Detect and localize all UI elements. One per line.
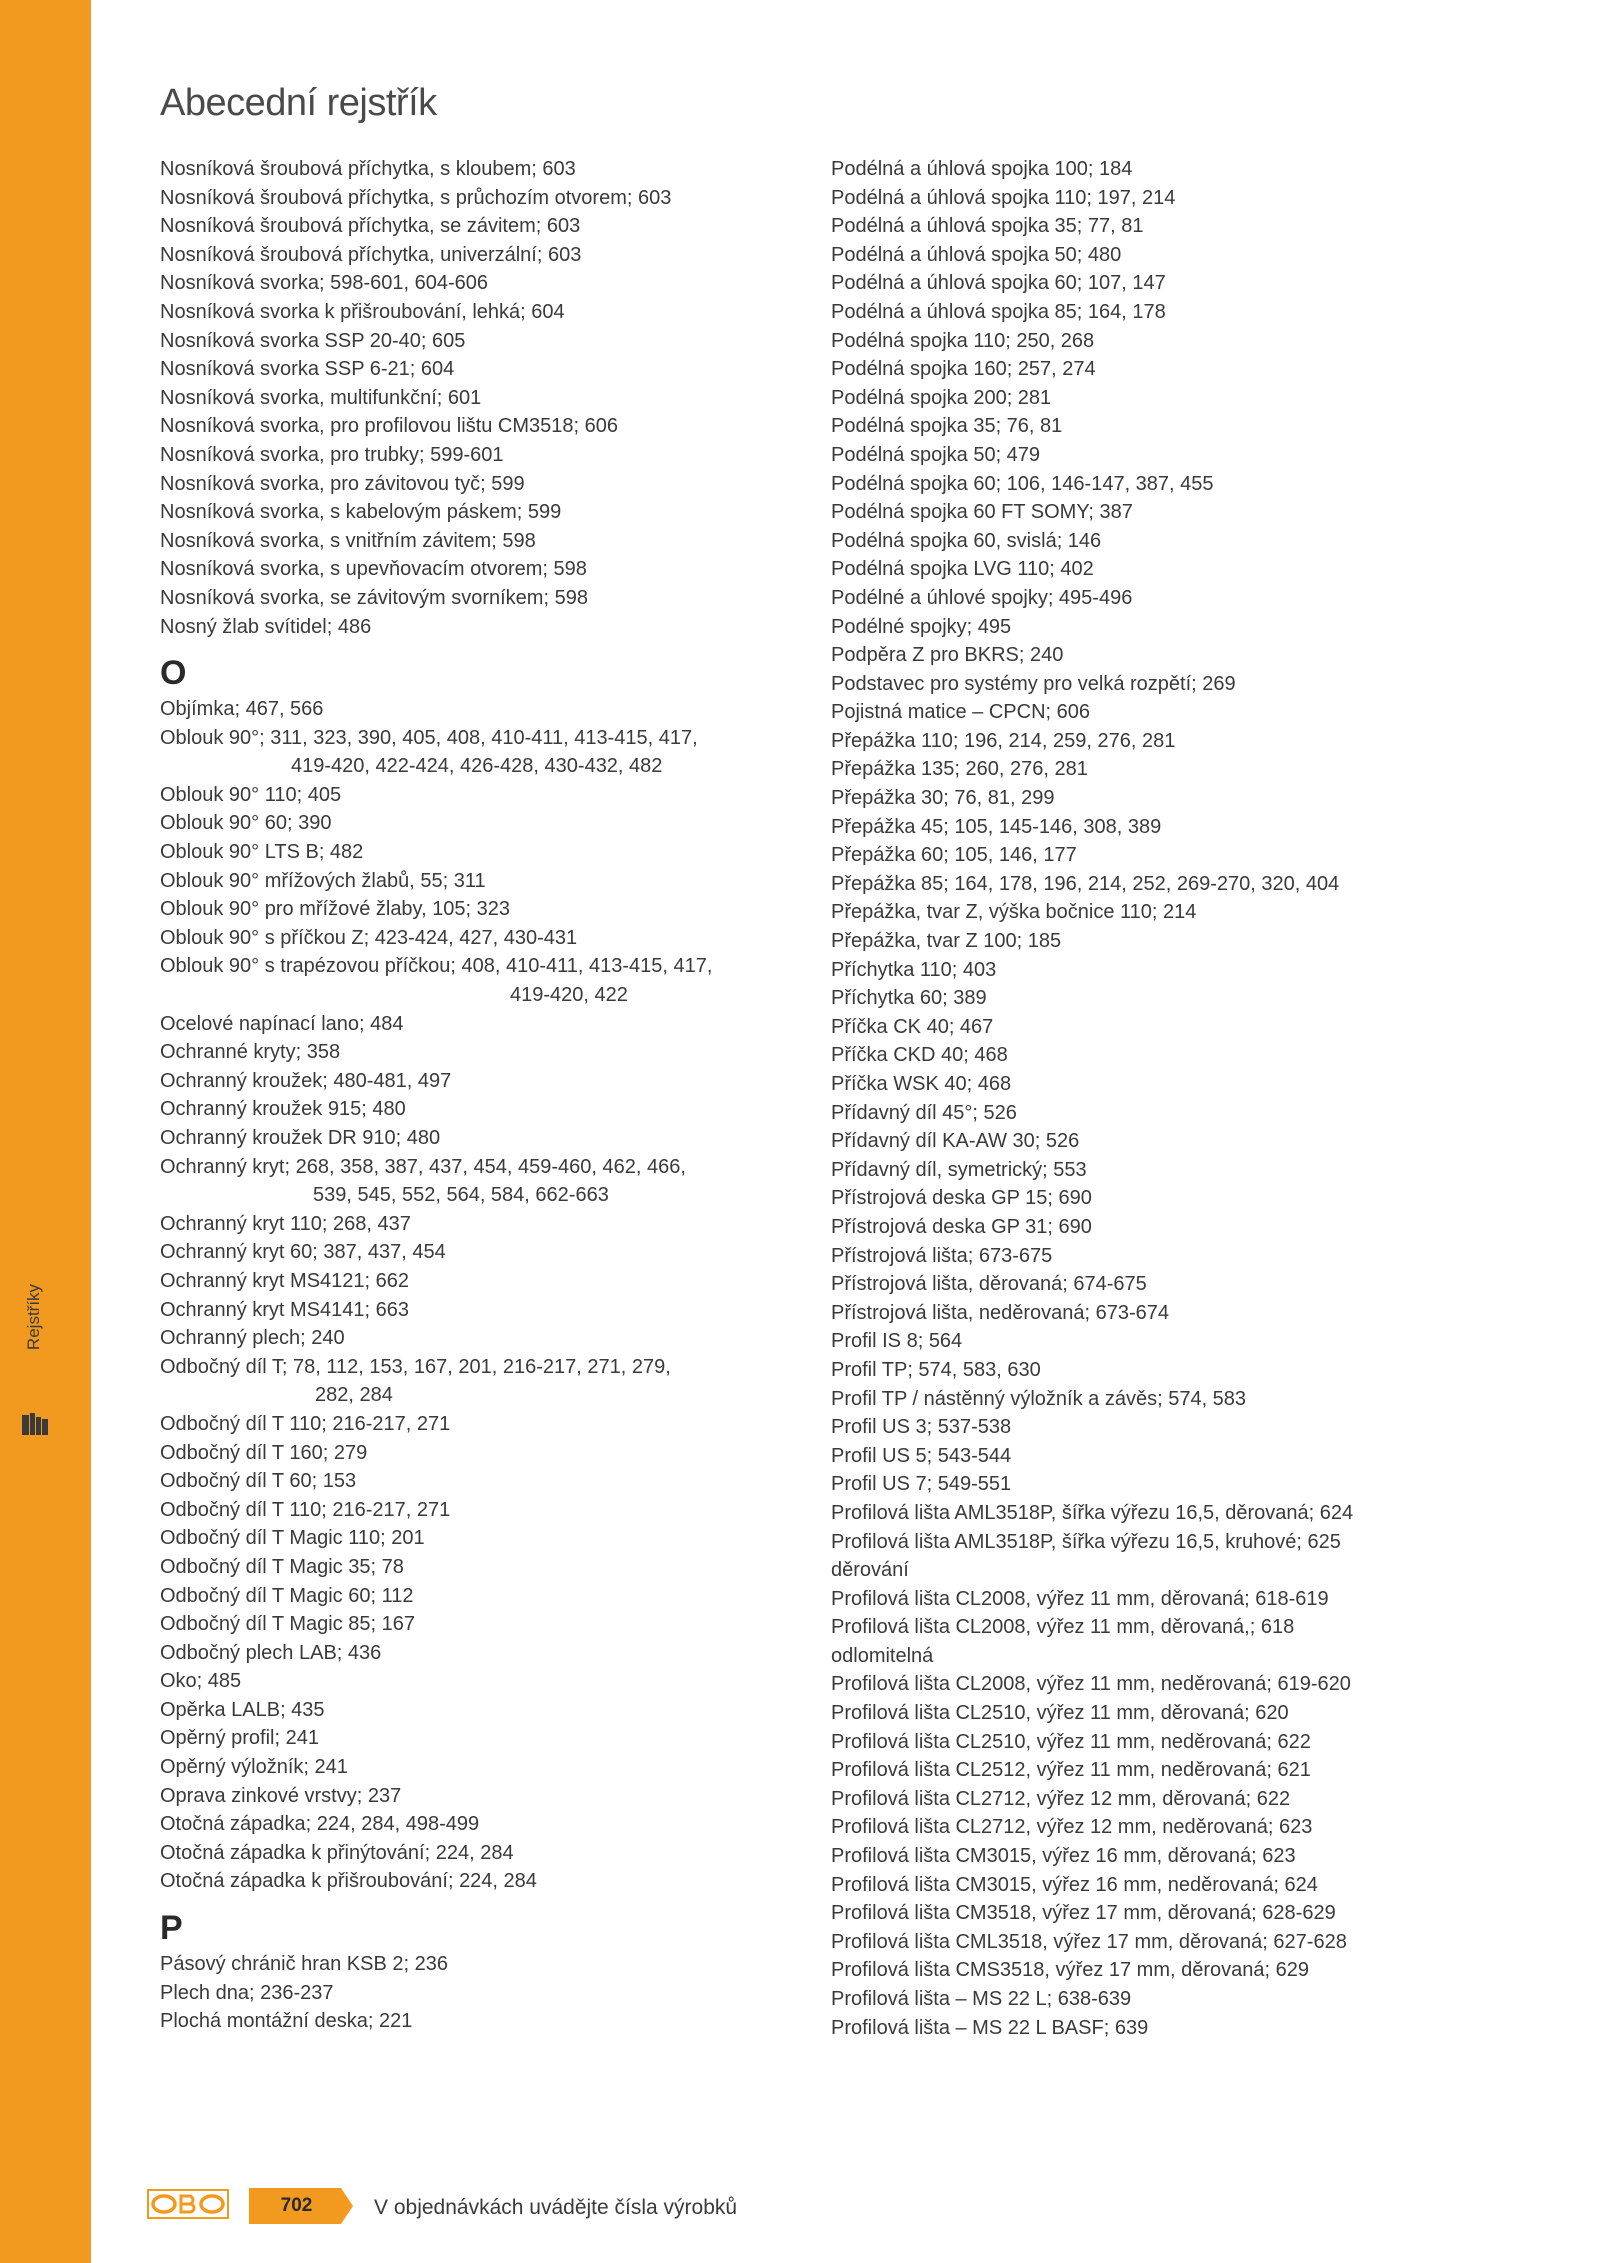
obo-logo xyxy=(147,2189,229,2219)
index-entry xyxy=(160,555,820,584)
index-entry-text: Odbočný díl T Magic 85; 167 xyxy=(160,1613,415,1636)
index-entry-text: Nosníková svorka k přišroubování, lehká; 604 xyxy=(160,300,565,323)
index-entry xyxy=(160,355,820,384)
index-entry xyxy=(831,1670,1491,1699)
letter-heading-o: O xyxy=(160,654,187,693)
index-entry-text: Oblouk 90° LTS B; 482 xyxy=(160,841,364,864)
index-entry xyxy=(160,1639,820,1668)
index-entry xyxy=(160,1267,820,1296)
index-entry xyxy=(160,470,820,499)
index-entry-text: Odbočný díl T 110; 216-217, 271 xyxy=(160,1412,451,1435)
index-entry xyxy=(831,641,1491,670)
index-group-o xyxy=(160,695,820,1896)
index-entry xyxy=(160,867,820,896)
index-entry-text: Objímka; 467, 566 xyxy=(160,698,324,721)
index-entry xyxy=(831,984,1491,1013)
index-entry-text: Odbočný plech LAB; 436 xyxy=(160,1641,382,1664)
index-entry-text: Přepážka 45; 105, 145-146, 308, 389 xyxy=(831,815,1162,838)
index-entry-text: Ochranný kroužek 915; 480 xyxy=(160,1098,406,1121)
index-entry-text: Nosníková šroubová příchytka, univerzální; 603 xyxy=(160,243,582,266)
index-entry xyxy=(831,1613,1491,1670)
index-entry xyxy=(160,1979,820,2008)
index-entry-text: Přepážka, tvar Z, výška bočnice 110; 214 xyxy=(831,901,1197,924)
index-entry xyxy=(831,1385,1491,1414)
index-entry xyxy=(831,1127,1491,1156)
index-entry-text: Odbočný díl T Magic 60; 112 xyxy=(160,1584,414,1607)
index-entry xyxy=(160,1296,820,1325)
index-entry-text: Ochranný kryt MS4141; 663 xyxy=(160,1298,410,1321)
index-entry xyxy=(831,1728,1491,1757)
index-entry xyxy=(831,1041,1491,1070)
index-entry xyxy=(160,441,820,470)
index-entry xyxy=(160,1153,820,1210)
index-entry-text: Profilová lišta CMS3518, výřez 17 mm, děrovaná; 629 xyxy=(831,1959,1309,1982)
index-entry xyxy=(831,1327,1491,1356)
index-entry xyxy=(831,1928,1491,1957)
footer-note: V objednávkách uvádějte čísla výrobků xyxy=(374,2196,738,2219)
index-entry-text: Přístrojová lišta; 673-675 xyxy=(831,1244,1053,1267)
index-entry xyxy=(160,809,820,838)
index-entry-text: Otočná západka; 224, 284, 498-499 xyxy=(160,1813,480,1836)
page-number: 702 xyxy=(280,2195,313,2216)
index-entry-text: Profil TP; 574, 583, 630 xyxy=(831,1358,1041,1381)
index-entry-text: Oblouk 90° 60; 390 xyxy=(160,812,332,835)
index-entry xyxy=(831,1699,1491,1728)
index-entry-text: Profilová lišta CL2008, výřez 11 mm, děrovaná; 618-619 xyxy=(831,1587,1329,1610)
index-entry-text: Podélná a úhlová spojka 50; 480 xyxy=(831,243,1122,266)
index-entry xyxy=(160,1524,820,1553)
index-entry-text: Odbočný díl T Magic 110; 201 xyxy=(160,1527,425,1550)
index-entry xyxy=(831,1985,1491,2014)
index-entry xyxy=(160,1810,820,1839)
index-entry xyxy=(831,584,1491,613)
page-title: Abecední rejstřík xyxy=(160,82,437,124)
index-entry-text: Podélná a úhlová spojka 85; 164, 178 xyxy=(831,300,1166,323)
index-group-p xyxy=(160,1950,820,2036)
index-entry xyxy=(160,1238,820,1267)
index-entry-continuation: odlomitelná xyxy=(831,1644,934,1667)
index-entry xyxy=(160,1010,820,1039)
index-entry-text: Profil US 3; 537-538 xyxy=(831,1416,1012,1439)
index-entry xyxy=(831,1956,1491,1985)
index-entry-text: Podélná spojka 110; 250, 268 xyxy=(831,329,1095,352)
index-entry xyxy=(160,838,820,867)
index-entry-text: Odbočný díl T 110; 216-217, 271 xyxy=(160,1498,451,1521)
index-entry-continuation: 419-420, 422 xyxy=(510,984,628,1007)
index-entry-text: Ochranný kroužek DR 910; 480 xyxy=(160,1127,441,1149)
index-entry-text: Opěrný výložník; 241 xyxy=(160,1756,348,1779)
index-entry-text: Nosníková svorka, s upevňovacím otvorem; 598 xyxy=(160,558,587,581)
index-entry-text: Podélná spojka 160; 257, 274 xyxy=(831,358,1096,381)
index-entry-text: Ochranný kryt; 268, 358, 387, 437, 454, 459-460, 462, 466, xyxy=(160,1155,686,1178)
index-column-right xyxy=(831,155,1491,2042)
index-group-p-continued xyxy=(831,155,1491,2042)
index-entry xyxy=(160,613,820,642)
section-side-label xyxy=(19,1282,49,1352)
index-entry-text: Oblouk 90° 110; 405 xyxy=(160,783,342,806)
index-entry-text: Podélná spojka LVG 110; 402 xyxy=(831,558,1094,581)
index-entry-text: Podélná spojka 35; 76, 81 xyxy=(831,415,1063,438)
index-entry xyxy=(160,1839,820,1868)
index-entry-text: Příčka CK 40; 467 xyxy=(831,1015,994,1038)
index-entry-text: Opěrka LALB; 435 xyxy=(160,1698,325,1721)
index-entry xyxy=(831,1842,1491,1871)
index-entry-text: Podélná spojka 60, svislá; 146 xyxy=(831,529,1102,552)
index-entry xyxy=(831,241,1491,270)
index-entry xyxy=(831,184,1491,213)
index-entry xyxy=(160,155,820,184)
index-entry-text: Přístrojová deska GP 15; 690 xyxy=(831,1187,1092,1210)
index-entry xyxy=(160,1324,820,1353)
index-entry-text: Ochranný kroužek; 480-481, 497 xyxy=(160,1069,452,1092)
index-entry-text: Nosníková svorka SSP 6-21; 604 xyxy=(160,358,455,381)
index-entry-text: Profilová lišta CM3518, výřez 17 mm, děrovaná; 628-629 xyxy=(831,1902,1336,1925)
index-entry xyxy=(160,584,820,613)
index-entry xyxy=(831,1813,1491,1842)
index-entry xyxy=(831,1871,1491,1900)
index-entry xyxy=(160,1582,820,1611)
index-entry-text: Příchytka 60; 389 xyxy=(831,987,987,1010)
index-entry xyxy=(160,241,820,270)
index-entry-text: Odbočný díl T 160; 279 xyxy=(160,1441,368,1464)
index-entry-text: Nosníková svorka, s kabelovým páskem; 599 xyxy=(160,501,562,524)
index-entry xyxy=(160,498,820,527)
index-entry-text: Oko; 485 xyxy=(160,1670,242,1693)
index-entry-text: Nosníková šroubová příchytka, se závitem; 603 xyxy=(160,215,581,238)
index-entry xyxy=(831,384,1491,413)
index-entry-text: Ochranný kryt 60; 387, 437, 454 xyxy=(160,1241,446,1264)
index-entry-text: Profilová lišta CL2510, výřez 11 mm, děrovaná; 620 xyxy=(831,1702,1289,1725)
index-entry xyxy=(160,527,820,556)
index-entry-text: Přepážka, tvar Z 100; 185 xyxy=(831,930,1062,953)
index-entry xyxy=(831,898,1491,927)
index-entry-text: Profilová lišta AML3518P, šířka výřezu 16,5, děrovaná; 624 xyxy=(831,1501,1354,1524)
index-entry-text: Podélná spojka 50; 479 xyxy=(831,443,1041,466)
index-entry-text: Otočná západka k přinýtování; 224, 284 xyxy=(160,1841,514,1864)
index-column-left xyxy=(160,155,820,2036)
index-entry xyxy=(160,1553,820,1582)
index-entry-text: Oblouk 90° s trapézovou příčkou; 408, 410-411, 413-415, 417, xyxy=(160,955,713,978)
index-entry-text: Ochranný plech; 240 xyxy=(160,1327,345,1350)
index-entry-text: Podélná spojka 200; 281 xyxy=(831,386,1052,409)
index-entry-text: Ochranné kryty; 358 xyxy=(160,1041,341,1064)
index-entry-text: Pojistná matice – CPCN; 606 xyxy=(831,701,1091,724)
index-entry-continuation: 419-420, 422-424, 426-428, 430-432, 482 xyxy=(291,755,663,778)
index-entry xyxy=(160,1724,820,1753)
index-entry xyxy=(160,1782,820,1811)
index-entry-text: Podélná a úhlová spojka 100; 184 xyxy=(831,158,1133,180)
index-entry-text: Přepážka 30; 76, 81, 299 xyxy=(831,787,1055,810)
index-entry-text: Oblouk 90°; 311, 323, 390, 405, 408, 410-411, 413-415, 417, xyxy=(160,726,698,749)
index-entry xyxy=(831,1213,1491,1242)
index-entry xyxy=(831,870,1491,899)
index-entry-text: Podélná spojka 60 FT SOMY; 387 xyxy=(831,501,1133,524)
index-entry-text: Profilová lišta CL2510, výřez 11 mm, neděrovaná; 622 xyxy=(831,1730,1311,1753)
index-entry-text: Podélné spojky; 495 xyxy=(831,615,1012,638)
index-entry xyxy=(831,956,1491,985)
index-entry-text: Profilová lišta CM3015, výřez 16 mm, neděrovaná; 624 xyxy=(831,1873,1318,1896)
index-entry xyxy=(160,1950,820,1979)
index-entry xyxy=(831,1470,1491,1499)
index-entry xyxy=(160,1095,820,1124)
index-entry xyxy=(831,470,1491,499)
index-entry xyxy=(831,670,1491,699)
index-entry-text: Profil US 7; 549-551 xyxy=(831,1473,1012,1496)
index-entry-text: Podélná a úhlová spojka 35; 77, 81 xyxy=(831,215,1144,238)
index-entry xyxy=(160,384,820,413)
index-entry-text: Nosníková svorka, pro trubky; 599-601 xyxy=(160,443,504,466)
index-entry-text: Profilová lišta CML3518, výřez 17 mm, děrovaná; 627-628 xyxy=(831,1930,1347,1953)
index-entry xyxy=(831,155,1491,184)
index-entry-text: Ochranný kryt 110; 268, 437 xyxy=(160,1212,411,1235)
index-entry-continuation: 282, 284 xyxy=(315,1384,393,1407)
index-entry xyxy=(831,412,1491,441)
index-entry-text: Oblouk 90° pro mřížové žlaby, 105; 323 xyxy=(160,898,511,921)
index-entry-text: Pásový chránič hran KSB 2; 236 xyxy=(160,1953,448,1976)
index-entry xyxy=(160,327,820,356)
index-entry xyxy=(831,298,1491,327)
index-entry xyxy=(160,412,820,441)
index-entry-text: Plochá montážní deska; 221 xyxy=(160,2010,413,2033)
index-entry-text: Podélná spojka 60; 106, 146-147, 387, 455 xyxy=(831,472,1214,495)
index-entry-text: Přídavný díl 45°; 526 xyxy=(831,1101,1017,1124)
index-entry xyxy=(831,1184,1491,1213)
index-entry xyxy=(160,1067,820,1096)
index-entry-text: Přepážka 110; 196, 214, 259, 276, 281 xyxy=(831,729,1176,752)
index-entry-text: Podélná a úhlová spojka 60; 107, 147 xyxy=(831,272,1166,295)
index-entry xyxy=(831,1899,1491,1928)
index-entry-continuation: děrování xyxy=(831,1559,909,1582)
index-entry-text: Profilová lišta CL2008, výřez 11 mm, neděrovaná; 619-620 xyxy=(831,1673,1351,1696)
index-entry xyxy=(831,1356,1491,1385)
index-entry xyxy=(160,781,820,810)
index-entry xyxy=(831,1070,1491,1099)
index-entry-text: Oprava zinkové vrstvy; 237 xyxy=(160,1784,402,1807)
index-entry-text: Profilová lišta – MS 22 L; 638-639 xyxy=(831,1988,1132,2010)
index-entry xyxy=(160,1467,820,1496)
index-entry-text: Podélná a úhlová spojka 110; 197, 214 xyxy=(831,186,1176,209)
index-entry xyxy=(831,2014,1491,2043)
index-entry xyxy=(831,555,1491,584)
index-entry-text: Přídavný díl, symetrický; 553 xyxy=(831,1158,1087,1181)
index-entry-text: Přístrojová lišta, neděrovaná; 673-674 xyxy=(831,1301,1169,1324)
index-entry-text: Podpěra Z pro BKRS; 240 xyxy=(831,644,1064,667)
index-entry xyxy=(831,1299,1491,1328)
index-entry xyxy=(831,1156,1491,1185)
index-entry-text: Oblouk 90° s příčkou Z; 423-424, 427, 430-431 xyxy=(160,926,578,949)
index-entry xyxy=(831,613,1491,642)
index-entry xyxy=(831,1013,1491,1042)
index-entry xyxy=(160,695,820,724)
index-entry xyxy=(160,269,820,298)
index-entry xyxy=(160,1496,820,1525)
index-entry xyxy=(160,1439,820,1468)
index-entry-text: Opěrný profil; 241 xyxy=(160,1727,319,1750)
index-entry xyxy=(831,784,1491,813)
index-entry xyxy=(160,1038,820,1067)
index-entry-text: Přístrojová lišta, děrovaná; 674-675 xyxy=(831,1273,1147,1296)
index-entry xyxy=(831,1756,1491,1785)
index-entry-text: Odbočný díl T; 78, 112, 153, 167, 201, 216-217, 271, 279, xyxy=(160,1355,671,1378)
index-entry-text: Profilová lišta CM3015, výřez 16 mm, děrovaná; 623 xyxy=(831,1845,1296,1868)
index-entry-text: Přepážka 60; 105, 146, 177 xyxy=(831,844,1077,867)
index-entry xyxy=(160,1410,820,1439)
index-entry xyxy=(160,1210,820,1239)
index-entry-text: Profilová lišta CL2712, výřez 12 mm, děrovaná; 622 xyxy=(831,1787,1291,1810)
index-entry-text: Nosníková svorka, pro profilovou lištu CM3518; 606 xyxy=(160,415,619,438)
index-entry xyxy=(160,1667,820,1696)
index-tabs-icon xyxy=(22,1413,48,1435)
index-entry-text: Odbočný díl T Magic 35; 78 xyxy=(160,1555,404,1578)
index-entry-text: Příčka WSK 40; 468 xyxy=(831,1073,1012,1095)
index-entry-text: Nosný žlab svítidel; 486 xyxy=(160,615,372,638)
section-side-label-text: Rejstříky xyxy=(24,1283,43,1351)
index-entry-text: Profilová lišta CL2712, výřez 12 mm, neděrovaná; 623 xyxy=(831,1816,1313,1839)
index-entry xyxy=(160,298,820,327)
index-entry-text: Nosníková svorka; 598-601, 604-606 xyxy=(160,272,488,295)
letter-heading-p: P xyxy=(160,1909,183,1948)
index-group-n xyxy=(160,155,820,641)
index-entry xyxy=(160,1696,820,1725)
index-entry-text: Profilová lišta CL2008, výřez 11 mm, děrovaná,; 618 xyxy=(831,1616,1295,1639)
index-entry-continuation: 539, 545, 552, 564, 584, 662-663 xyxy=(313,1184,609,1207)
index-entry xyxy=(160,952,820,1009)
index-entry xyxy=(160,895,820,924)
index-entry-text: Otočná západka k přišroubování; 224, 284 xyxy=(160,1870,537,1893)
index-entry xyxy=(160,1753,820,1782)
index-entry-text: Nosníková svorka, multifunkční; 601 xyxy=(160,386,482,409)
index-entry-text: Profil US 5; 543-544 xyxy=(831,1444,1012,1467)
index-entry-text: Nosníková svorka, pro závitovou tyč; 599 xyxy=(160,472,525,495)
index-entry-text: Podstavec pro systémy pro velká rozpětí; 269 xyxy=(831,672,1236,695)
index-entry xyxy=(160,1353,820,1410)
index-entry xyxy=(831,212,1491,241)
index-entry-text: Přídavný díl KA-AW 30; 526 xyxy=(831,1130,1080,1153)
side-accent-bar xyxy=(0,0,91,2263)
index-entry-text: Profilová lišta – MS 22 L BASF; 639 xyxy=(831,2016,1149,2039)
index-entry xyxy=(831,1442,1491,1471)
index-entry-text: Přepážka 135; 260, 276, 281 xyxy=(831,758,1088,781)
index-entry xyxy=(831,841,1491,870)
index-entry-text: Odbočný díl T 60; 153 xyxy=(160,1470,357,1493)
index-entry-text: Ocelové napínací lano; 484 xyxy=(160,1012,404,1035)
index-entry xyxy=(831,813,1491,842)
index-entry-text: Ochranný kryt MS4121; 662 xyxy=(160,1269,410,1292)
index-entry xyxy=(160,924,820,953)
index-entry-text: Příčka CKD 40; 468 xyxy=(831,1044,1008,1067)
index-entry xyxy=(160,212,820,241)
index-entry xyxy=(831,1270,1491,1299)
index-entry xyxy=(831,698,1491,727)
index-entry-text: Profilová lišta AML3518P, šířka výřezu 16,5, kruhové; 625 xyxy=(831,1530,1341,1553)
index-entry-text: Profil TP / nástěnný výložník a závěs; 574, 583 xyxy=(831,1387,1247,1410)
index-entry xyxy=(831,327,1491,356)
index-entry xyxy=(160,184,820,213)
index-entry-text: Příchytka 110; 403 xyxy=(831,958,997,981)
index-entry xyxy=(831,1099,1491,1128)
index-entry-text: Nosníková svorka, s vnitřním závitem; 598 xyxy=(160,529,536,552)
index-entry-text: Nosníková šroubová příchytka, s průchozím otvorem; 603 xyxy=(160,186,672,209)
index-entry xyxy=(160,2007,820,2036)
index-entry xyxy=(831,1499,1491,1528)
index-entry xyxy=(831,1242,1491,1271)
index-entry-text: Přístrojová deska GP 31; 690 xyxy=(831,1215,1092,1238)
index-entry xyxy=(831,269,1491,298)
index-entry xyxy=(831,727,1491,756)
index-entry xyxy=(831,1585,1491,1614)
index-entry-text: Profilová lišta CL2512, výřez 11 mm, neděrovaná; 621 xyxy=(831,1759,1311,1782)
index-entry xyxy=(831,441,1491,470)
index-entry xyxy=(831,1785,1491,1814)
index-entry xyxy=(160,1124,820,1153)
index-entry xyxy=(831,527,1491,556)
index-entry-text: Oblouk 90° mřížových žlabů, 55; 311 xyxy=(160,869,486,892)
index-entry-text: Plech dna; 236-237 xyxy=(160,1981,334,2004)
index-entry-text: Podélné a úhlové spojky; 495-496 xyxy=(831,586,1133,609)
index-entry-text: Přepážka 85; 164, 178, 196, 214, 252, 269-270, 320, 404 xyxy=(831,872,1340,895)
index-entry xyxy=(831,498,1491,527)
index-entry-text: Nosníková svorka, se závitovým svorníkem; 598 xyxy=(160,586,588,609)
index-entry-text: Profil IS 8; 564 xyxy=(831,1330,963,1353)
index-entry xyxy=(831,755,1491,784)
index-entry xyxy=(160,724,820,781)
index-entry xyxy=(831,1528,1491,1585)
index-entry-text: Nosníková šroubová příchytka, s kloubem; 603 xyxy=(160,158,576,180)
index-entry-text: Nosníková svorka SSP 20-40; 605 xyxy=(160,329,466,352)
index-entry xyxy=(831,927,1491,956)
index-entry xyxy=(831,355,1491,384)
index-entry xyxy=(160,1867,820,1896)
index-entry xyxy=(160,1610,820,1639)
index-entry xyxy=(831,1413,1491,1442)
